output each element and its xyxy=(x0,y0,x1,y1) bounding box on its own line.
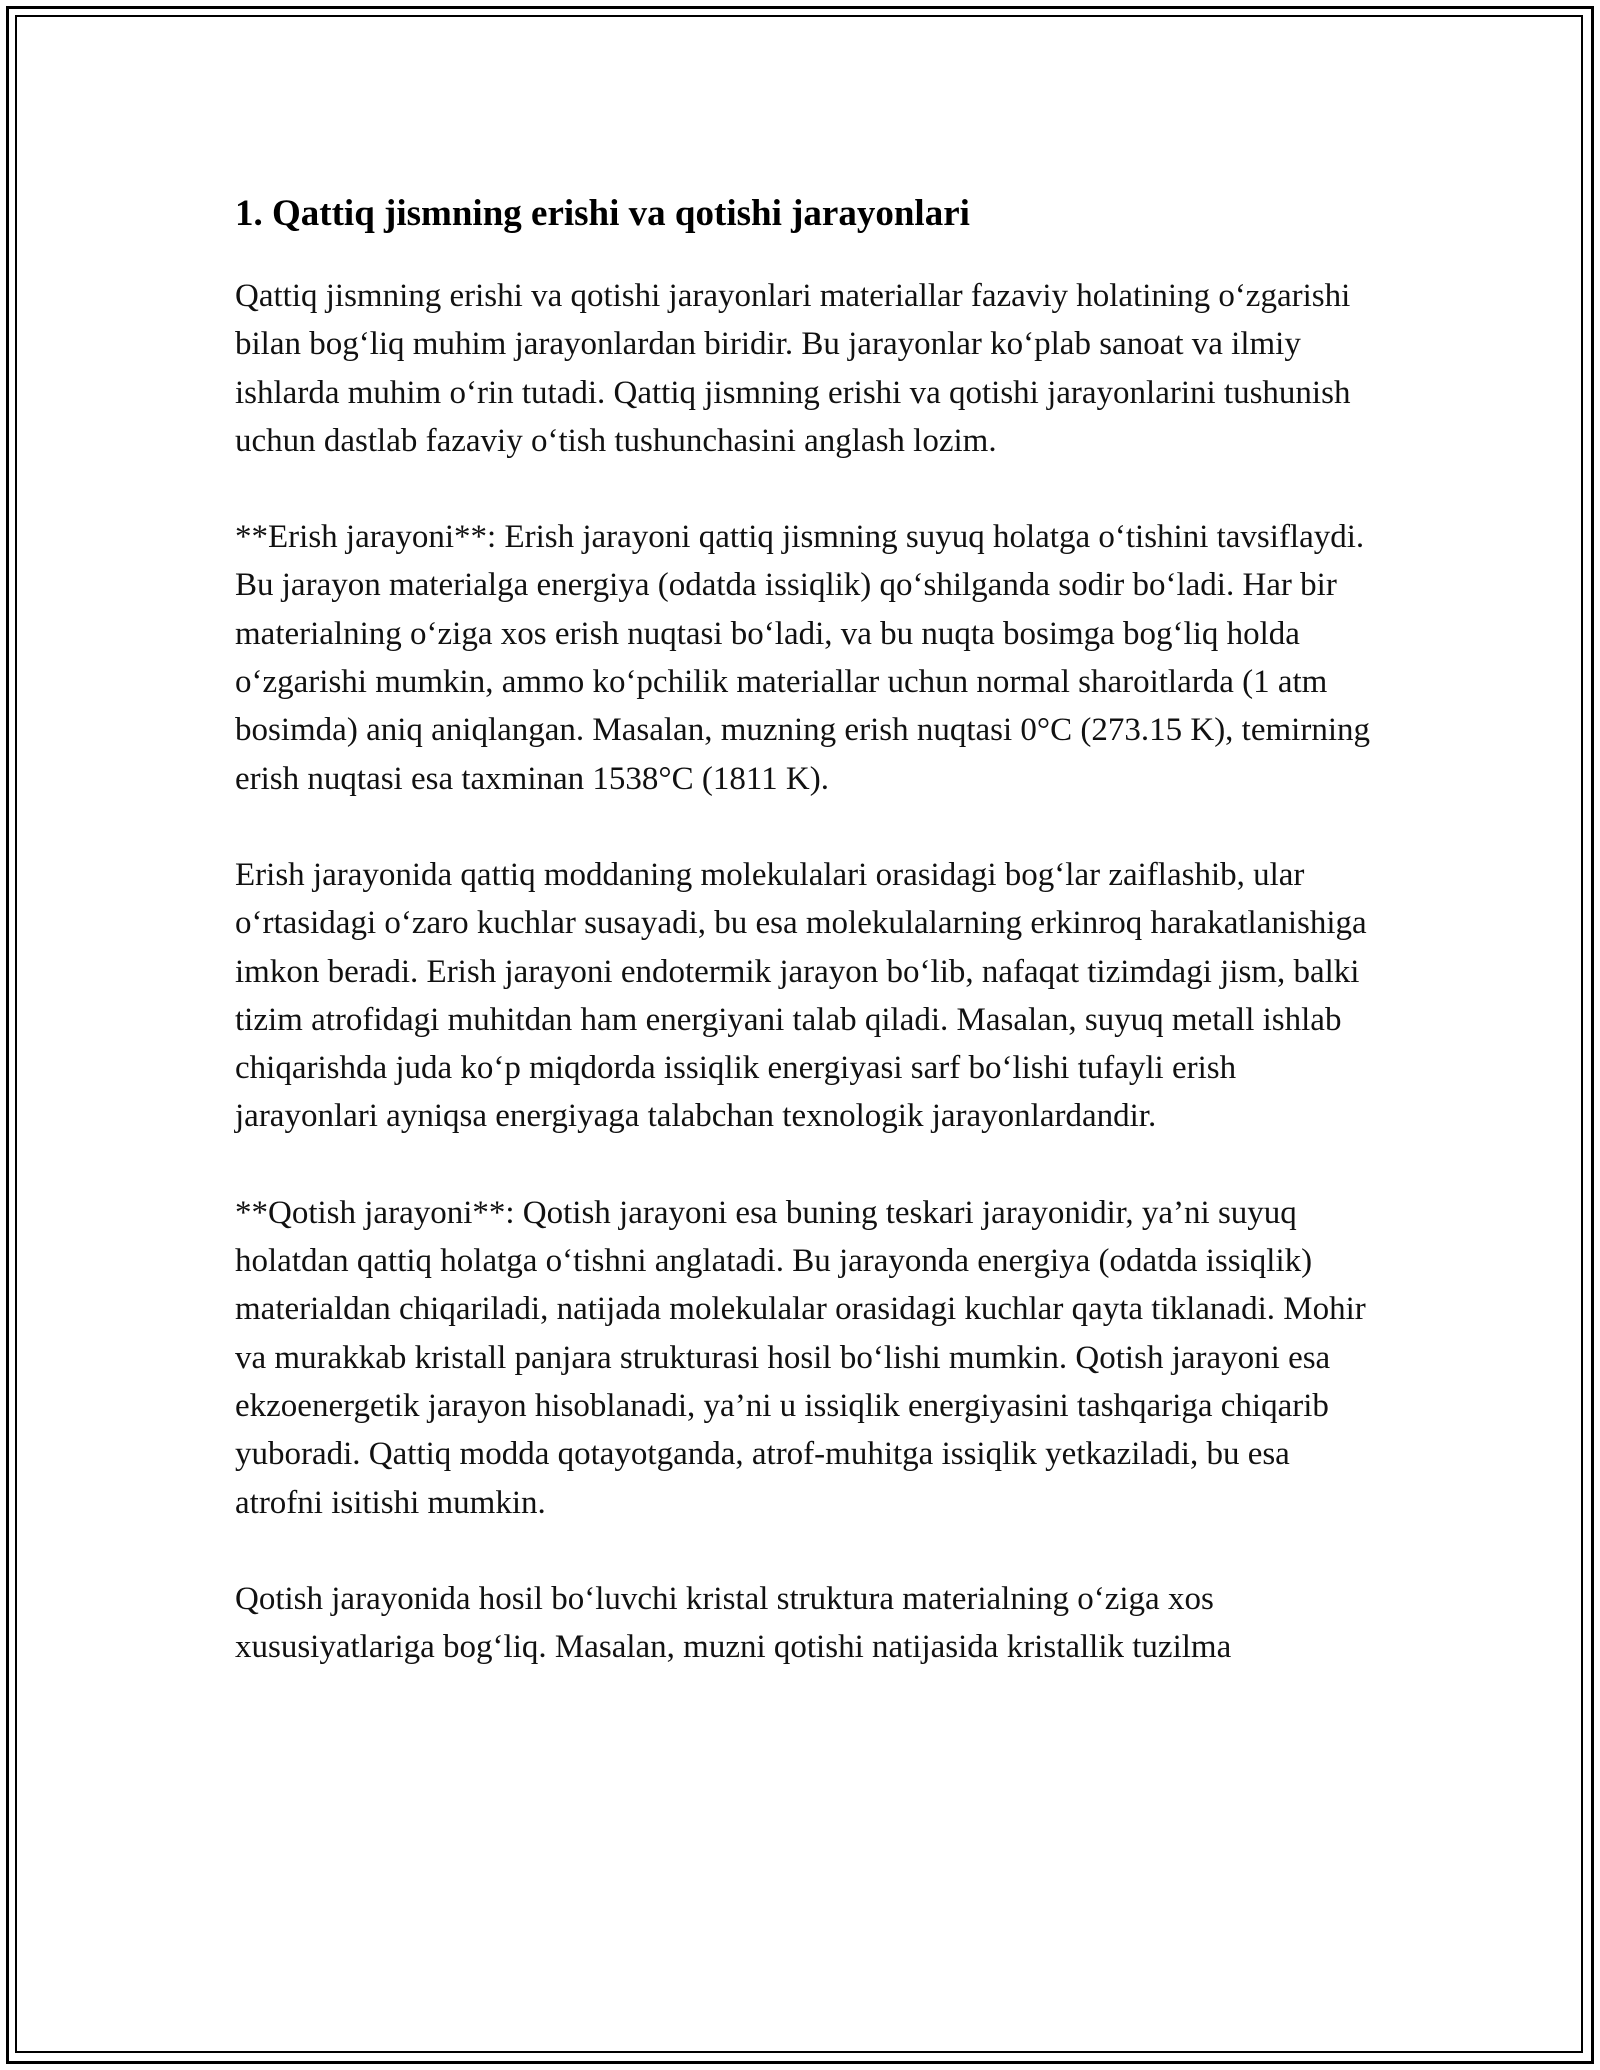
paragraph-qotish-jarayoni: **Qotish jarayoni**: Qotish jarayoni esa buning teskari jarayonidir, ya’ni suyuq holatdan qattiq holatga o‘tishni anglatadi. Bu jarayonda energiya (odatda issiqlik) materialdan chiqariladi, natijada molekulalar orasidagi kuchlar qayta tiklanadi. Mohir va murakkab kristall panjara strukturasi hosil bo‘lishi mumkin. Qotish jarayoni esa ekzoenergetik jarayon hisoblanadi, ya’ni u issiqlik energiyasini tashqariga chiqarib yuboradi. Qattiq modda qotayotganda, atrof-muhitga issiqlik yetkaziladi, bu esa atrofni isitishi mumkin. xyxy=(235,1194,1366,1521)
section-heading: 1. Qattiq jismning erishi va qotishi jarayonlari xyxy=(235,193,970,234)
paragraph-erish-jarayoni: **Erish jarayoni**: Erish jarayoni qattiq jismning suyuq holatga o‘tishini tavsiflaydi. Bu jarayon materialga energiya (odatda issiqlik) qo‘shilganda sodir bo‘ladi. Har bir materialning o‘ziga xos erish nuqtasi bo‘ladi, va bu nuqta bosimga bog‘liq holda o‘zgarishi mumkin, ammo ko‘pchilik materiallar uchun normal sharoitlarda (1 atm bosimda) aniq aniqlangan. Masalan, muzning erish nuqtasi 0°C (273.15 K), temirning erish nuqtasi esa taxminan 1538°C (1811 K). xyxy=(235,519,1370,797)
document-body xyxy=(235,188,1375,1671)
paragraph-erish-molekulalar: Erish jarayonida qattiq moddaning molekulalari orasidagi bog‘lar zaiflashib, ular o‘rtasidagi o‘zaro kuchlar susayadi, bu esa molekulalarning erkinroq harakatlanishiga imkon beradi. Erish jarayoni endotermik jarayon bo‘lib, nafaqat tizimdagi jism, balki tizim atrofidagi muhitdan ham energiyani talab qiladi. Masalan, suyuq metall ishlab chiqarishda juda ko‘p miqdorda issiqlik energiyasi sarf bo‘lishi tufayli erish jarayonlari ayniqsa energiyaga talabchan texnologik jarayonlardandir. xyxy=(235,856,1367,1135)
paragraph-intro: Qattiq jismning erishi va qotishi jarayonlari materiallar fazaviy holatining o‘zgarishi bilan bog‘liq muhim jarayonlardan biridir. Bu jarayonlar ko‘plab sanoat va ilmiy ishlarda muhim o‘rin tutadi. Qattiq jismning erishi va qotishi jarayonlarini tushunish uchun dastlab fazaviy o‘tish tushunchasini anglash lozim. xyxy=(235,278,1351,459)
paragraph-kristal-struktura: Qotish jarayonida hosil bo‘luvchi kristal struktura materialning o‘ziga xos xususiyatlariga bog‘liq. Masalan, muzni qotishi natijasida kristallik tuzilma xyxy=(235,1580,1232,1666)
